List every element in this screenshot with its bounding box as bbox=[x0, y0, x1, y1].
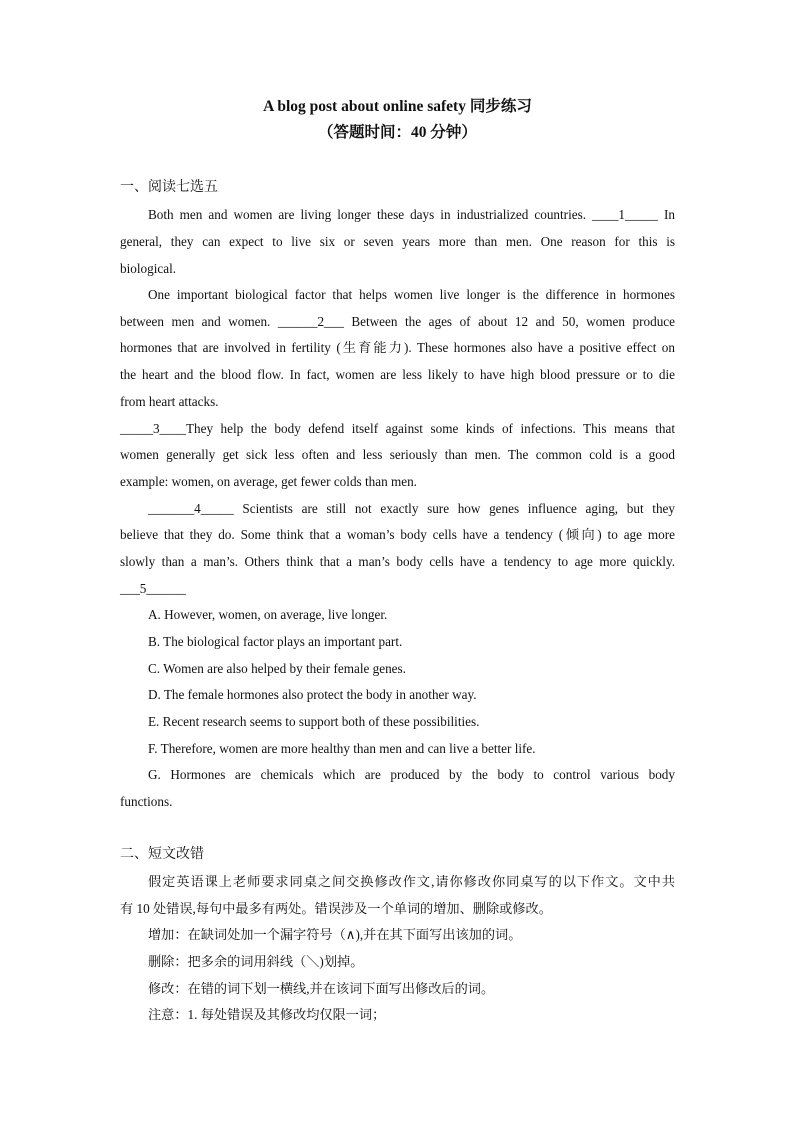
option-c: C. Women are also helped by their female genes. bbox=[148, 661, 406, 676]
document-title: A blog post about online safety 同步练习 bbox=[263, 98, 532, 115]
passage-line: believe that they do. Some think that a woman’s body cells have a tendency (倾向) to age more bbox=[120, 527, 675, 542]
section2-heading: 二、短文改错 bbox=[120, 847, 204, 862]
passage-line: hormones that are involved in fertility (生育能力). These hormones also have a positive effect on bbox=[120, 340, 675, 355]
option-e: E. Recent research seems to support both of these possibilities. bbox=[148, 714, 480, 729]
document-subtitle: （答题时间：40 分钟） bbox=[318, 124, 477, 141]
instruction-note: 注意：1. 每处错误及其修改均仅限一词； bbox=[148, 1007, 386, 1022]
option-b: B. The biological factor plays an important part. bbox=[148, 634, 403, 649]
instruction-line: 有 10 处错误,每句中最多有两处。错误涉及一个单词的增加、删除或修改。 bbox=[120, 901, 552, 916]
passage-line: between men and women. ______2___ Between the ages of about 12 and 50, women produce bbox=[120, 314, 675, 329]
passage-line: Both men and women are living longer these days in industrialized countries. ____1_____ In bbox=[148, 207, 675, 222]
instruction-add: 增加：在缺词处加一个漏字符号（∧),并在其下面写出该加的词。 bbox=[148, 927, 522, 942]
instruction-line: 假定英语课上老师要求同桌之间交换修改作文,请你修改你同桌写的以下作文。文中共 bbox=[148, 874, 675, 889]
passage-line: women generally get sick less often and less seriously than men. The common cold is a good bbox=[120, 447, 675, 462]
passage-line: general, they can expect to live six or seven years more than men. One reason for this is bbox=[120, 234, 675, 249]
option-g-continued: functions. bbox=[120, 794, 173, 809]
passage-line: slowly than a man’s. Others think that a man’s body cells have a tendency to age more quickly. bbox=[120, 554, 675, 569]
passage-line: the heart and the blood flow. In fact, women are less likely to have high blood pressure or to die bbox=[120, 367, 675, 382]
passage-line: example: women, on average, get fewer colds than men. bbox=[120, 474, 417, 489]
passage-line: ___5______ bbox=[120, 581, 186, 596]
passage-line: _______4_____ Scientists are still not exactly sure how genes influence aging, but they bbox=[148, 501, 675, 516]
passage-line: _____3____They help the body defend itself against some kinds of infections. This means that bbox=[120, 421, 675, 436]
passage-line: from heart attacks. bbox=[120, 394, 219, 409]
passage-line: One important biological factor that helps women live longer is the difference in hormones bbox=[148, 287, 675, 302]
option-f: F. Therefore, women are more healthy than men and can live a better life. bbox=[148, 741, 536, 756]
option-g: G. Hormones are chemicals which are produced by the body to control various body bbox=[148, 767, 675, 782]
instruction-delete: 删除：把多余的词用斜线（＼)划掉。 bbox=[148, 954, 364, 969]
passage-line: biological. bbox=[120, 261, 177, 276]
section1-heading: 一、阅读七选五 bbox=[120, 180, 218, 195]
option-a: A. However, women, on average, live longer. bbox=[148, 607, 388, 622]
option-d: D. The female hormones also protect the body in another way. bbox=[148, 687, 477, 702]
instruction-modify: 修改：在错的词下划一横线,并在该词下面写出修改后的词。 bbox=[148, 981, 495, 996]
